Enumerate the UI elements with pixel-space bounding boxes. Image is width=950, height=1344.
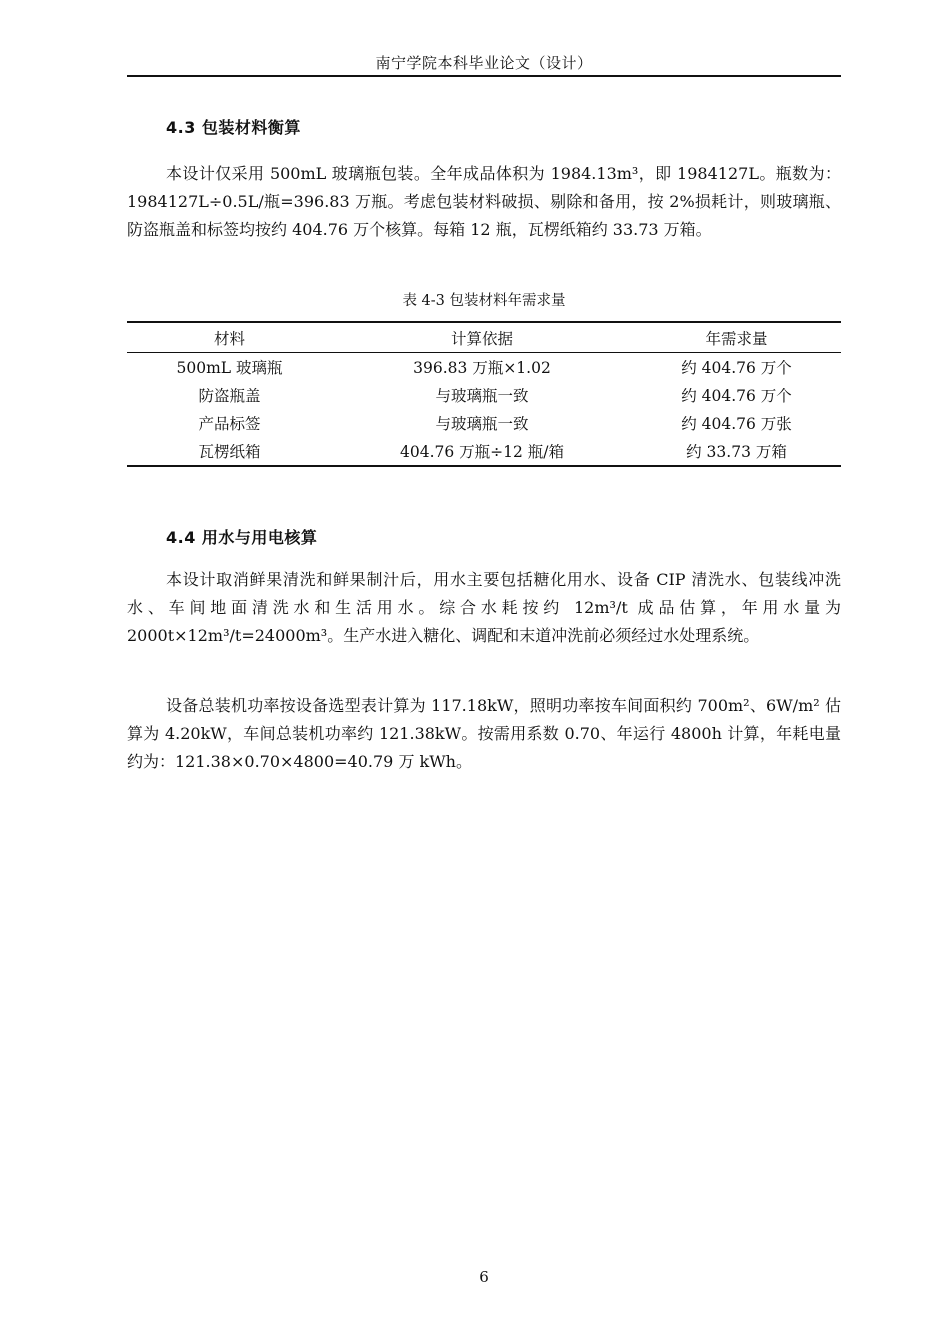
- table-cell-material: 500mL 玻璃瓶: [176, 359, 283, 377]
- table-cell-demand: 约 404.76 万张: [681, 415, 792, 433]
- table-row: [127, 353, 841, 382]
- section-heading-4-4: 4.4 用水与用电核算: [166, 528, 318, 547]
- section-heading-4-3: 4.3 包装材料衡算: [166, 118, 301, 137]
- header-divider: [127, 75, 841, 77]
- table-row: [127, 381, 841, 409]
- table-cell-material: 防盗瓶盖: [198, 387, 261, 405]
- paragraph-packaging: 本设计仅采用 500mL 玻璃瓶包装。全年成品体积为 1984.13m³，即 1984127L。瓶数为：1984127L÷0.5L/瓶=396.83 万瓶。考虑包装材料破损、剔除和备用，按 2%损耗计，则玻璃瓶、防盗瓶盖和标签均按约 404.76 万个核算。每箱 12 瓶，瓦楞纸箱约 33.73 万箱。: [127, 164, 841, 239]
- table-cell-demand: 约 404.76 万个: [681, 359, 792, 377]
- paragraph-water: 本设计取消鲜果清洗和鲜果制汁后，用水主要包括糖化用水、设备 CIP 清洗水、包装线冲洗水、车间地面清洗水和生活用水。综合水耗按约 12m³/t 成品估算，年用水量为 2000t×12m³/t=24000m³。生产水进入糖化、调配和末道冲洗前必须经过水处理系统。: [127, 570, 841, 645]
- table-row: [127, 409, 841, 437]
- table-cell-demand: 约 404.76 万个: [681, 387, 792, 405]
- column-header-demand: 年需求量: [632, 322, 841, 353]
- table-header-row: [127, 322, 841, 353]
- packaging-table: [127, 321, 841, 467]
- page-header-title: 南宁学院本科毕业论文（设计）: [375, 54, 593, 72]
- table-cell-basis: 404.76 万瓶÷12 瓶/箱: [332, 437, 632, 466]
- page-number: 6: [479, 1268, 489, 1286]
- paragraph-electricity: 设备总装机功率按设备选型表计算为 117.18kW，照明功率按车间面积约 700m²、6W/m² 估算为 4.20kW，车间总装机功率约 121.38kW。按需用系数 0.70、年运行 4800h 计算，年耗电量约为：121.38×0.70×4800=40.79 万 kWh。: [127, 696, 841, 771]
- table-caption: 表 4-3 包装材料年需求量: [402, 293, 566, 309]
- table-cell-demand: 约 33.73 万箱: [632, 437, 841, 466]
- column-header-basis: 计算依据: [332, 322, 632, 353]
- table-cell-basis: 396.83 万瓶×1.02: [413, 359, 551, 377]
- table-row: [127, 437, 841, 466]
- table-cell-basis: 与玻璃瓶一致: [435, 415, 529, 433]
- table-cell-material: 产品标签: [198, 415, 261, 433]
- table-cell-basis: 与玻璃瓶一致: [435, 387, 529, 405]
- table-cell-material: 瓦楞纸箱: [127, 437, 332, 466]
- column-header-material: 材料: [127, 322, 332, 353]
